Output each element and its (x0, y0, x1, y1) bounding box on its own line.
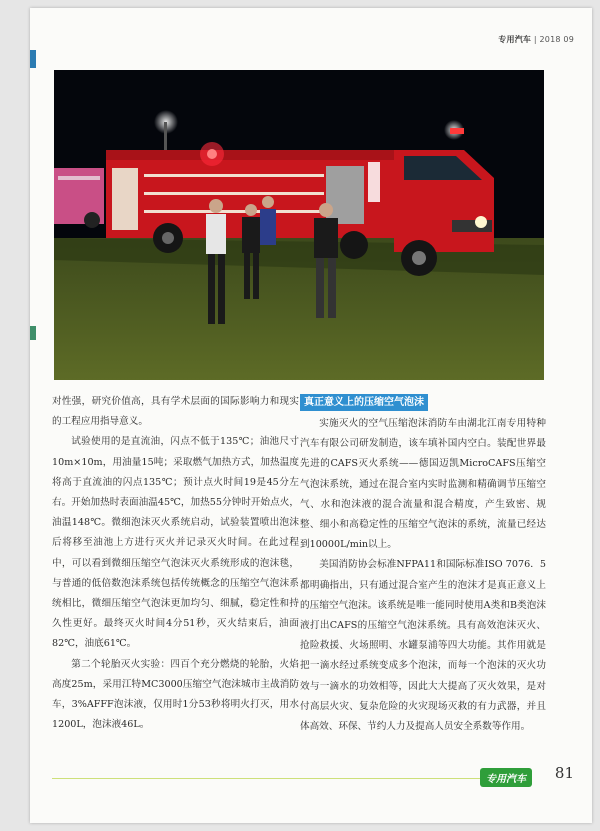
paragraph: 美国消防协会标准NFPA11和国际标准ISO 7076．5都明确指出，只有通过混合室产生的泡沫才是真正意义上的压缩空气泡沫。该系统是唯一能同时使用A类和B类泡沫液打出CAFS的压缩空气泡沫系统。具有高效泡沫灭火、抢险救援、火场照明、水罐泵浦等四大功能。其作用就是把一滴水经过系统变成多个泡沫，而每一个泡沫的灭火功效与一滴水的功效相等，因此大大提高了灭火效果，是对付高层火灾、复杂危险的火灾现场灭救的有力武器，并且体高效、环保、节约人力及提高人员安全系数等作用。 (300, 559, 546, 733)
page-header: 专用汽车 | 2018 09 (498, 35, 574, 44)
left-column (52, 392, 299, 735)
paragraph: 试验使用的是直流油，闪点不低于135℃；油池尺寸10m×10m，用油量15吨；采取燃气加热方式，加热温度将高于直流油的闪点135℃；预计点火时间19是45分左右。开始加热时表面油温45℃，加热55分钟时开始点火，油温148℃。微细泡沫灭火系统启动，试验装置喷出泡沫后将移至油池上方进行灭火并记录灭火时间。在此过程中，可以看到微细压缩空气泡沫灭火系统形成的泡沫毯，与普通的低倍数泡沫系统包括传统概念的压缩空气泡沫系统相比，微细压缩空气泡沫更加均匀、细腻，稳定性和持久性更好。最终灭火时间4分51秒，灭火结束后，油面82℃，油底61℃。 (52, 436, 299, 650)
magazine-logo: 专用汽车 (480, 768, 532, 787)
footer-rule (52, 778, 512, 779)
edge-marker (30, 50, 36, 68)
edge-marker (30, 326, 36, 340)
fire-truck-illustration (54, 70, 544, 380)
paragraph: 第二个轮胎灭火实验：四百个充分燃烧的轮胎，火焰高度25m，采用江特MC3000压缩空气泡沫城市主战消防车，3%AFFF泡沫液，仅用时1分53秒将明火打灭，用水1200L，泡沫液46L。 (52, 658, 299, 731)
paragraph: 对性强，研究价值高，具有学术层面的国际影响力和现实的工程应用指导意义。 (52, 396, 299, 428)
fire-truck-photo (54, 70, 544, 380)
page-number: 81 (554, 764, 574, 782)
section-title: 真正意义上的压缩空气泡沫 (300, 394, 428, 411)
paragraph: 实施灭火的空气压缩泡沫消防车由湖北江南专用特种汽车有限公司研发制造，该车填补国内空白。装配世界最先进的CAFS灭火系统——德国迈凯MicroCAFS压缩空气泡沫系统，通过在混合室内实时监测和精确调节压缩空气、水和泡沫液的混合流量和混合精度，产生致密、规整、细小和高稳定性的压缩空气泡沫的系统，流量已经达到10000L/min以上。 (300, 418, 546, 551)
right-column (300, 392, 546, 737)
issue-number: 2018 09 (539, 35, 574, 44)
magazine-name: 专用汽车 (498, 35, 532, 44)
